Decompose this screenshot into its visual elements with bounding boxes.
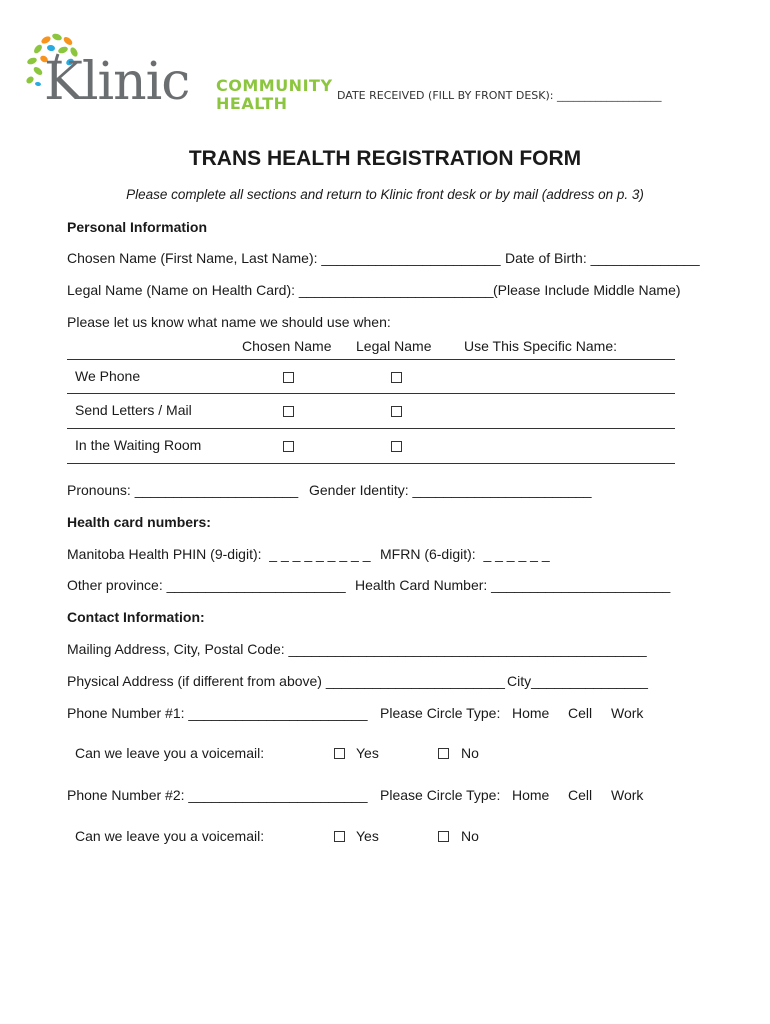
- city-field[interactable]: City_______________: [507, 673, 648, 689]
- table-rule-top: [67, 359, 675, 360]
- phone-2-type-work[interactable]: Work: [611, 787, 644, 803]
- checkbox-mail-chosen[interactable]: [283, 406, 294, 417]
- col-legal-name: Legal Name: [356, 338, 432, 354]
- phone-2-type-home[interactable]: Home: [512, 787, 550, 803]
- table-rule: [67, 393, 675, 394]
- physical-address-field[interactable]: Physical Address (if different from above) _______________________: [67, 673, 505, 689]
- personal-info-heading: Personal Information: [67, 219, 208, 235]
- logo-wordmark: Klinic: [44, 52, 190, 112]
- klinic-logo: [24, 30, 333, 120]
- phone-2-type-cell[interactable]: Cell: [568, 787, 593, 803]
- table-rule-bottom: [67, 463, 675, 464]
- phone-2-field[interactable]: Phone Number #2: _______________________: [67, 787, 368, 803]
- voicemail-2-no-label: No: [461, 828, 479, 844]
- voicemail-2-yes-label: Yes: [356, 828, 379, 844]
- health-card-heading: Health card numbers:: [67, 514, 211, 530]
- col-specific-name: Use This Specific Name:: [464, 338, 618, 354]
- row-label-mail: Send Letters / Mail: [75, 402, 192, 418]
- logo-community-text: COMMUNITY: [216, 76, 333, 95]
- voicemail-1-no-checkbox[interactable]: [438, 748, 449, 759]
- checkbox-waiting-chosen[interactable]: [283, 441, 294, 452]
- legal-name-field[interactable]: Legal Name (Name on Health Card): _________________________: [67, 282, 494, 298]
- pronouns-field[interactable]: Pronouns: _____________________: [67, 482, 299, 498]
- form-subtitle: Please complete all sections and return to Klinic front desk or by mail (address on p. 3): [126, 187, 644, 202]
- contact-info-heading: Contact Information:: [67, 609, 205, 625]
- date-received-field[interactable]: DATE RECEIVED (FILL BY FRONT DESK): ___________________: [337, 89, 662, 102]
- phone-1-type-cell[interactable]: Cell: [568, 705, 593, 721]
- form-title: TRANS HEALTH REGISTRATION FORM: [188, 147, 582, 170]
- table-rule: [67, 428, 675, 429]
- voicemail-2-yes-checkbox[interactable]: [334, 831, 345, 842]
- voicemail-2-no-checkbox[interactable]: [438, 831, 449, 842]
- voicemail-1-yes-checkbox[interactable]: [334, 748, 345, 759]
- chosen-name-field[interactable]: Chosen Name (First Name, Last Name): _______________________: [67, 250, 501, 266]
- date-of-birth-field[interactable]: Date of Birth: ______________: [505, 250, 700, 266]
- col-chosen-name: Chosen Name: [242, 338, 332, 354]
- checkbox-waiting-legal[interactable]: [391, 441, 402, 452]
- phin-field[interactable]: Manitoba Health PHIN (9-digit): _ _ _ _ _ _ _ _ _: [67, 546, 371, 562]
- phone-1-circle-type: Please Circle Type:: [380, 705, 501, 721]
- mfrn-field[interactable]: MFRN (6-digit): _ _ _ _ _ _: [380, 546, 550, 562]
- row-label-waiting-room: In the Waiting Room: [75, 437, 202, 453]
- voicemail-2-prompt: Can we leave you a voicemail:: [75, 828, 265, 844]
- phone-1-field[interactable]: Phone Number #1: _______________________: [67, 705, 368, 721]
- checkbox-phone-legal[interactable]: [391, 372, 402, 383]
- voicemail-1-yes-label: Yes: [356, 745, 379, 761]
- name-use-prompt: Please let us know what name we should use when:: [67, 314, 391, 330]
- checkbox-phone-chosen[interactable]: [283, 372, 294, 383]
- other-province-field[interactable]: Other province: _______________________: [67, 577, 346, 593]
- health-card-number-field[interactable]: Health Card Number: _______________________: [355, 577, 671, 593]
- phone-2-circle-type: Please Circle Type:: [380, 787, 501, 803]
- gender-identity-field[interactable]: Gender Identity: _______________________: [309, 482, 592, 498]
- row-label-phone: We Phone: [75, 368, 141, 384]
- legal-name-note: (Please Include Middle Name): [493, 282, 681, 298]
- voicemail-1-prompt: Can we leave you a voicemail:: [75, 745, 265, 761]
- phone-1-type-work[interactable]: Work: [611, 705, 644, 721]
- phone-1-type-home[interactable]: Home: [512, 705, 550, 721]
- logo-health-text: HEALTH: [216, 94, 288, 113]
- voicemail-1-no-label: No: [461, 745, 479, 761]
- mailing-address-field[interactable]: Mailing Address, City, Postal Code: ______________________________________________: [67, 641, 647, 657]
- checkbox-mail-legal[interactable]: [391, 406, 402, 417]
